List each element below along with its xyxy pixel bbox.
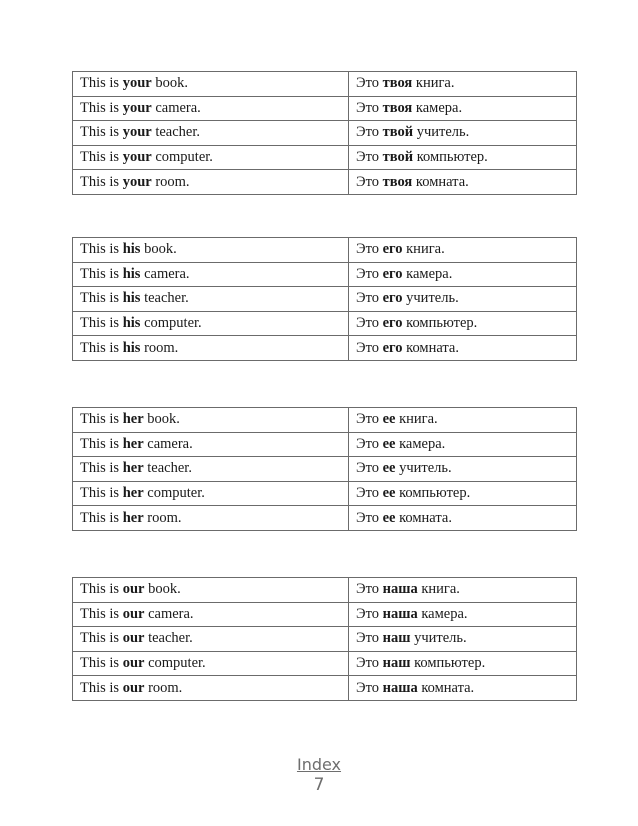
table-row (73, 506, 577, 531)
page-footer (0, 755, 638, 795)
table-row (73, 287, 577, 312)
russian-cell: Это его учитель. (349, 287, 577, 312)
english-cell: This is her computer. (73, 481, 349, 506)
table-row (73, 651, 577, 676)
table-row (73, 96, 577, 121)
english-cell: This is our computer. (73, 651, 349, 676)
table-row (73, 262, 577, 287)
russian-cell: Это ее комната. (349, 506, 577, 531)
english-cell: This is your teacher. (73, 121, 349, 146)
table-row (73, 432, 577, 457)
english-cell: This is your computer. (73, 145, 349, 170)
russian-cell: Это ее камера. (349, 432, 577, 457)
table-row (73, 408, 577, 433)
possessive-table-our (72, 577, 577, 701)
russian-cell: Это твоя камера. (349, 96, 577, 121)
russian-cell: Это твой учитель. (349, 121, 577, 146)
russian-cell: Это ее компьютер. (349, 481, 577, 506)
russian-cell: Это его книга. (349, 238, 577, 263)
page-number: 7 (313, 775, 325, 795)
english-cell: This is his camera. (73, 262, 349, 287)
table-row (73, 602, 577, 627)
english-cell: This is our book. (73, 578, 349, 603)
russian-cell: Это твой компьютер. (349, 145, 577, 170)
table-row (73, 72, 577, 97)
table-row (73, 336, 577, 361)
english-cell: This is our camera. (73, 602, 349, 627)
english-cell: This is his room. (73, 336, 349, 361)
english-cell: This is her camera. (73, 432, 349, 457)
russian-cell: Это его комната. (349, 336, 577, 361)
english-cell: This is his teacher. (73, 287, 349, 312)
english-cell: This is his book. (73, 238, 349, 263)
english-cell: This is his computer. (73, 311, 349, 336)
table-row (73, 170, 577, 195)
russian-cell: Это наша комната. (349, 676, 577, 701)
possessive-table-his (72, 237, 577, 361)
table-row (73, 145, 577, 170)
table-row (73, 627, 577, 652)
possessive-table-your (72, 71, 577, 195)
english-cell: This is our teacher. (73, 627, 349, 652)
possessive-table-her (72, 407, 577, 531)
index-link[interactable]: Index (296, 755, 342, 774)
table-row (73, 578, 577, 603)
english-cell: This is your room. (73, 170, 349, 195)
english-cell: This is her teacher. (73, 457, 349, 482)
russian-cell: Это ее учитель. (349, 457, 577, 482)
english-cell: This is your book. (73, 72, 349, 97)
russian-cell: Это наш учитель. (349, 627, 577, 652)
russian-cell: Это ее книга. (349, 408, 577, 433)
table-row (73, 311, 577, 336)
table-row (73, 481, 577, 506)
russian-cell: Это твоя комната. (349, 170, 577, 195)
russian-cell: Это наша камера. (349, 602, 577, 627)
table-row (73, 457, 577, 482)
english-cell: This is your camera. (73, 96, 349, 121)
russian-cell: Это наша книга. (349, 578, 577, 603)
russian-cell: Это его компьютер. (349, 311, 577, 336)
english-cell: This is her room. (73, 506, 349, 531)
russian-cell: Это наш компьютер. (349, 651, 577, 676)
english-cell: This is her book. (73, 408, 349, 433)
table-row (73, 121, 577, 146)
russian-cell: Это его камера. (349, 262, 577, 287)
russian-cell: Это твоя книга. (349, 72, 577, 97)
english-cell: This is our room. (73, 676, 349, 701)
table-row (73, 238, 577, 263)
table-row (73, 676, 577, 701)
